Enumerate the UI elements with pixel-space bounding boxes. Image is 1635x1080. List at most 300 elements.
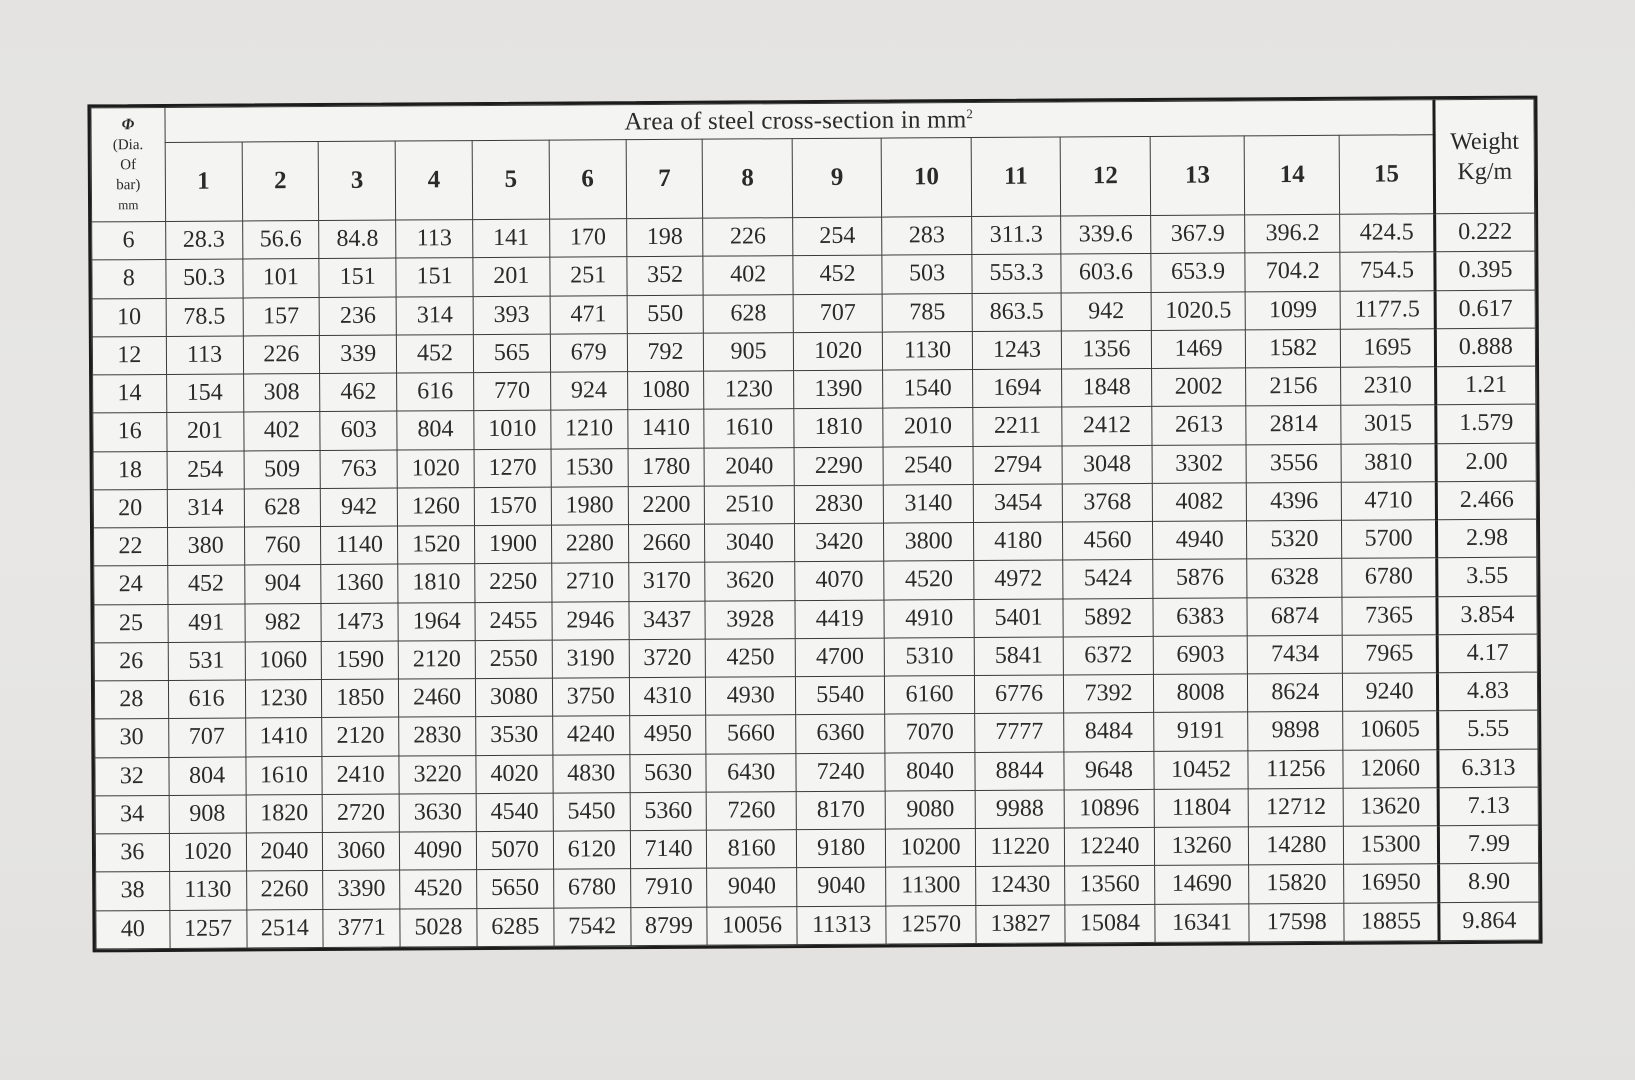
area-cell: 471 bbox=[550, 295, 627, 334]
area-cell: 170 bbox=[549, 219, 626, 258]
bar-count-header: 6 bbox=[549, 140, 626, 219]
weight-cell: 2.98 bbox=[1436, 519, 1536, 558]
area-cell: 603.6 bbox=[1061, 254, 1151, 293]
area-cell: 942 bbox=[321, 488, 398, 527]
weight-header bbox=[1434, 99, 1535, 214]
area-cell: 11256 bbox=[1248, 750, 1343, 789]
area-cell: 6780 bbox=[1342, 558, 1437, 597]
area-cell: 3048 bbox=[1062, 445, 1152, 484]
area-cell: 3810 bbox=[1341, 443, 1436, 482]
area-cell: 7777 bbox=[974, 713, 1064, 752]
area-cell: 5424 bbox=[1063, 560, 1153, 599]
area-cell: 1410 bbox=[245, 718, 322, 757]
area-cell: 7910 bbox=[630, 868, 707, 907]
weight-cell: 3.854 bbox=[1437, 596, 1537, 635]
area-cell: 5450 bbox=[553, 792, 630, 831]
area-cell: 2290 bbox=[794, 447, 884, 486]
steel-area-sheet bbox=[87, 96, 1542, 953]
weight-cell: 7.13 bbox=[1438, 787, 1538, 826]
weight-cell: 7.99 bbox=[1438, 825, 1538, 864]
area-cell: 7365 bbox=[1342, 596, 1437, 635]
area-cell: 1848 bbox=[1062, 368, 1152, 407]
area-cell: 226 bbox=[243, 335, 320, 374]
area-cell: 11804 bbox=[1154, 789, 1249, 828]
area-cell: 8484 bbox=[1064, 713, 1154, 752]
area-cell: 1243 bbox=[972, 331, 1062, 370]
bar-count-header: 11 bbox=[971, 137, 1061, 217]
area-cell: 4520 bbox=[884, 561, 974, 600]
area-cell: 3170 bbox=[628, 562, 705, 601]
area-cell: 50.3 bbox=[166, 259, 243, 298]
area-cell: 4082 bbox=[1152, 483, 1247, 522]
area-cell: 2040 bbox=[705, 447, 795, 486]
area-cell: 113 bbox=[396, 220, 473, 259]
area-cell: 18855 bbox=[1344, 902, 1439, 941]
area-cell: 6903 bbox=[1153, 636, 1248, 675]
area-cell: 2830 bbox=[399, 717, 476, 756]
area-cell: 707 bbox=[168, 718, 245, 757]
area-cell: 4540 bbox=[476, 793, 553, 832]
area-cell: 9040 bbox=[797, 867, 887, 906]
area-cell: 1850 bbox=[322, 679, 399, 718]
area-cell: 4910 bbox=[884, 599, 974, 638]
area-cell: 3556 bbox=[1246, 444, 1341, 483]
area-cell: 1900 bbox=[474, 525, 551, 564]
area-cell: 1540 bbox=[883, 370, 973, 409]
area-cell: 6160 bbox=[885, 676, 975, 715]
area-cell: 8160 bbox=[707, 830, 797, 869]
area-cell: 1360 bbox=[321, 564, 398, 603]
area-cell: 7434 bbox=[1248, 635, 1343, 674]
area-cell: 4560 bbox=[1063, 521, 1153, 560]
area-cell: 4250 bbox=[706, 638, 796, 677]
area-cell: 4710 bbox=[1341, 481, 1436, 520]
weight-cell: 0.395 bbox=[1435, 251, 1535, 290]
diameter-cell: 6 bbox=[92, 221, 166, 260]
area-cell: 5660 bbox=[706, 715, 796, 754]
diameter-header bbox=[91, 107, 165, 221]
area-cell: 13620 bbox=[1343, 787, 1438, 826]
area-cell: 763 bbox=[320, 450, 397, 489]
area-cell: 13560 bbox=[1065, 866, 1155, 905]
area-cell: 1590 bbox=[322, 641, 399, 680]
area-cell: 1020.5 bbox=[1151, 291, 1246, 330]
area-cell: 4310 bbox=[629, 677, 706, 716]
area-cell: 4830 bbox=[553, 754, 630, 793]
area-cell: 157 bbox=[243, 297, 320, 336]
area-cell: 2814 bbox=[1246, 406, 1341, 445]
area-cell: 1473 bbox=[321, 603, 398, 642]
area-cell: 2010 bbox=[883, 408, 973, 447]
diameter-cell: 30 bbox=[95, 719, 169, 758]
bar-count-header: 4 bbox=[395, 141, 472, 220]
area-cell: 553.3 bbox=[972, 254, 1062, 293]
area-cell: 704.2 bbox=[1245, 253, 1340, 292]
area-cell: 3771 bbox=[323, 909, 400, 948]
area-cell: 308 bbox=[243, 374, 320, 413]
area-cell: 2410 bbox=[322, 756, 399, 795]
area-cell: 1695 bbox=[1340, 328, 1435, 367]
area-cell: 154 bbox=[166, 374, 243, 413]
area-cell: 9988 bbox=[975, 790, 1065, 829]
area-cell: 1780 bbox=[628, 448, 705, 487]
area-cell: 1010 bbox=[474, 410, 551, 449]
area-cell: 616 bbox=[168, 680, 245, 719]
diameter-header-line2: Of bbox=[120, 156, 137, 173]
area-cell: 201 bbox=[166, 412, 243, 451]
area-cell: 8008 bbox=[1153, 674, 1248, 713]
area-cell: 2550 bbox=[475, 640, 552, 679]
area-cell: 311.3 bbox=[971, 216, 1061, 255]
diameter-cell: 28 bbox=[94, 680, 168, 719]
area-cell: 1520 bbox=[398, 526, 475, 565]
area-cell: 5401 bbox=[974, 598, 1064, 637]
area-cell: 8844 bbox=[975, 751, 1065, 790]
area-cell: 12712 bbox=[1249, 788, 1344, 827]
area-cell: 3390 bbox=[323, 870, 400, 909]
area-cell: 3302 bbox=[1152, 444, 1247, 483]
area-cell: 1570 bbox=[474, 487, 551, 526]
area-cell: 653.9 bbox=[1151, 253, 1246, 292]
area-cell: 4020 bbox=[476, 755, 553, 794]
area-cell: 2455 bbox=[475, 602, 552, 641]
area-cell: 2720 bbox=[322, 794, 399, 833]
diameter-cell: 22 bbox=[94, 527, 168, 566]
area-cell: 5028 bbox=[400, 908, 477, 947]
area-cell: 17598 bbox=[1249, 903, 1344, 942]
area-cell: 785 bbox=[882, 293, 972, 332]
steel-area-table bbox=[90, 99, 1539, 950]
area-cell: 2794 bbox=[973, 445, 1063, 484]
diameter-cell: 18 bbox=[93, 451, 167, 490]
area-cell: 760 bbox=[244, 527, 321, 566]
area-cell: 3190 bbox=[552, 639, 629, 678]
area-cell: 3800 bbox=[884, 523, 974, 562]
area-cell: 14280 bbox=[1249, 826, 1344, 865]
area-cell: 491 bbox=[168, 603, 245, 642]
weight-cell: 0.222 bbox=[1435, 213, 1535, 252]
area-cell: 462 bbox=[320, 373, 397, 412]
area-title-text: Area of steel cross-section in mm bbox=[624, 106, 967, 136]
weight-cell: 2.00 bbox=[1436, 443, 1536, 482]
area-cell: 3928 bbox=[705, 600, 795, 639]
area-cell: 1610 bbox=[704, 409, 794, 448]
weight-cell: 4.83 bbox=[1437, 672, 1537, 711]
area-cell: 28.3 bbox=[165, 221, 242, 260]
area-cell: 10056 bbox=[707, 906, 797, 945]
area-cell: 198 bbox=[626, 218, 703, 257]
area-cell: 1390 bbox=[793, 370, 883, 409]
area-cell: 7070 bbox=[885, 714, 975, 753]
area-cell: 1980 bbox=[551, 486, 628, 525]
area-cell: 1230 bbox=[704, 371, 794, 410]
area-cell: 4930 bbox=[706, 677, 796, 716]
area-cell: 1810 bbox=[398, 564, 475, 603]
area-cell: 6430 bbox=[706, 753, 796, 792]
area-cell: 770 bbox=[474, 372, 551, 411]
area-cell: 15300 bbox=[1344, 826, 1439, 865]
area-cell: 2200 bbox=[628, 486, 705, 525]
area-cell: 4240 bbox=[552, 716, 629, 755]
bar-count-header: 13 bbox=[1150, 136, 1245, 216]
bar-count-header: 12 bbox=[1060, 136, 1150, 216]
area-cell: 339.6 bbox=[1061, 215, 1151, 254]
area-cell: 8040 bbox=[885, 752, 975, 791]
area-cell: 1270 bbox=[474, 449, 551, 488]
area-cell: 16341 bbox=[1155, 903, 1250, 942]
weight-cell: 2.466 bbox=[1436, 481, 1536, 520]
area-cell: 4419 bbox=[795, 600, 885, 639]
area-cell: 402 bbox=[243, 412, 320, 451]
area-cell: 1099 bbox=[1246, 291, 1341, 330]
area-cell: 3454 bbox=[973, 484, 1063, 523]
area-cell: 2002 bbox=[1151, 368, 1246, 407]
area-cell: 283 bbox=[882, 217, 972, 256]
area-cell: 2120 bbox=[398, 640, 475, 679]
area-cell: 9080 bbox=[886, 790, 976, 829]
area-cell: 352 bbox=[627, 256, 704, 295]
area-cell: 8799 bbox=[630, 907, 707, 946]
area-cell: 3140 bbox=[884, 484, 974, 523]
area-cell: 396.2 bbox=[1245, 214, 1340, 253]
area-cell: 10200 bbox=[886, 829, 976, 868]
area-cell: 792 bbox=[627, 333, 704, 372]
area-cell: 7392 bbox=[1064, 674, 1154, 713]
area-cell: 314 bbox=[167, 489, 244, 528]
area-cell: 16950 bbox=[1344, 864, 1439, 903]
diameter-cell: 24 bbox=[94, 566, 168, 605]
area-cell: 101 bbox=[242, 259, 319, 298]
area-cell: 707 bbox=[793, 294, 883, 333]
area-cell: 1964 bbox=[398, 602, 475, 641]
area-cell: 3040 bbox=[705, 524, 795, 563]
weight-cell: 9.864 bbox=[1439, 902, 1539, 941]
bar-count-header: 8 bbox=[703, 139, 793, 219]
area-cell: 5320 bbox=[1247, 520, 1342, 559]
area-cell: 3530 bbox=[476, 716, 553, 755]
area-cell: 141 bbox=[473, 219, 550, 258]
weight-header-line1: Weight bbox=[1450, 128, 1520, 155]
area-cell: 84.8 bbox=[319, 220, 396, 259]
area-cell: 12430 bbox=[975, 866, 1065, 905]
area-cell: 2250 bbox=[475, 563, 552, 602]
area-cell: 226 bbox=[703, 218, 793, 257]
area-cell: 4972 bbox=[974, 560, 1064, 599]
area-cell: 1140 bbox=[321, 526, 398, 565]
area-cell: 3768 bbox=[1063, 483, 1153, 522]
area-cell: 1020 bbox=[397, 449, 474, 488]
area-cell: 1469 bbox=[1151, 330, 1246, 369]
area-cell: 3015 bbox=[1341, 405, 1436, 444]
diameter-cell: 32 bbox=[95, 757, 169, 796]
area-cell: 5841 bbox=[974, 637, 1064, 676]
area-cell: 11220 bbox=[975, 828, 1065, 867]
area-cell: 6874 bbox=[1247, 597, 1342, 636]
area-cell: 3220 bbox=[399, 755, 476, 794]
area-cell: 12060 bbox=[1343, 749, 1438, 788]
area-cell: 5630 bbox=[630, 754, 707, 793]
table-body bbox=[92, 213, 1539, 949]
area-cell: 1810 bbox=[794, 408, 884, 447]
area-cell: 367.9 bbox=[1150, 215, 1245, 254]
area-cell: 6120 bbox=[553, 831, 630, 870]
area-cell: 5310 bbox=[885, 637, 975, 676]
area-cell: 5892 bbox=[1063, 598, 1153, 637]
area-cell: 2260 bbox=[246, 871, 323, 910]
area-cell: 11300 bbox=[886, 867, 976, 906]
area-cell: 942 bbox=[1061, 292, 1151, 331]
area-cell: 1060 bbox=[245, 641, 322, 680]
area-cell: 7260 bbox=[707, 791, 797, 830]
area-cell: 236 bbox=[319, 297, 396, 336]
area-cell: 6383 bbox=[1153, 597, 1248, 636]
bar-count-header: 10 bbox=[882, 138, 972, 218]
area-cell: 6285 bbox=[477, 908, 554, 947]
area-cell: 863.5 bbox=[972, 292, 1062, 331]
area-cell: 503 bbox=[882, 255, 972, 294]
area-cell: 15820 bbox=[1249, 865, 1344, 904]
area-cell: 339 bbox=[320, 335, 397, 374]
diameter-cell: 14 bbox=[93, 374, 167, 413]
area-cell: 3720 bbox=[629, 639, 706, 678]
area-cell: 9040 bbox=[707, 868, 797, 907]
area-cell: 1260 bbox=[397, 487, 474, 526]
area-cell: 151 bbox=[319, 258, 396, 297]
area-cell: 908 bbox=[169, 795, 246, 834]
weight-cell: 3.55 bbox=[1437, 557, 1537, 596]
area-cell: 251 bbox=[550, 257, 627, 296]
area-cell: 5700 bbox=[1342, 520, 1437, 559]
area-cell: 1130 bbox=[169, 871, 246, 910]
area-cell: 56.6 bbox=[242, 221, 319, 260]
area-cell: 9180 bbox=[796, 829, 886, 868]
area-cell: 804 bbox=[169, 756, 246, 795]
area-cell: 3437 bbox=[629, 601, 706, 640]
area-cell: 7140 bbox=[630, 830, 707, 869]
weight-header-line2: Kg/m bbox=[1457, 158, 1513, 185]
area-cell: 10896 bbox=[1064, 789, 1154, 828]
area-cell: 4950 bbox=[629, 715, 706, 754]
area-cell: 13260 bbox=[1154, 827, 1249, 866]
area-cell: 11313 bbox=[797, 906, 887, 945]
area-cell: 5876 bbox=[1152, 559, 1247, 598]
area-cell: 113 bbox=[166, 336, 243, 375]
area-cell: 509 bbox=[244, 450, 321, 489]
area-cell: 1257 bbox=[170, 909, 247, 948]
area-cell: 5360 bbox=[630, 792, 707, 831]
area-cell: 14690 bbox=[1154, 865, 1249, 904]
area-cell: 7542 bbox=[554, 907, 631, 946]
area-cell: 10605 bbox=[1343, 711, 1438, 750]
area-cell: 2613 bbox=[1152, 406, 1247, 445]
bar-count-header: 15 bbox=[1339, 135, 1434, 215]
diameter-cell: 16 bbox=[93, 413, 167, 452]
area-cell: 628 bbox=[704, 294, 794, 333]
area-cell: 679 bbox=[550, 333, 627, 372]
area-cell: 804 bbox=[397, 411, 474, 450]
area-cell: 531 bbox=[168, 642, 245, 681]
area-cell: 6776 bbox=[974, 675, 1064, 714]
diameter-cell: 8 bbox=[92, 260, 166, 299]
area-cell: 1130 bbox=[883, 331, 973, 370]
area-cell: 452 bbox=[167, 565, 244, 604]
area-cell: 3630 bbox=[399, 793, 476, 832]
area-cell: 1177.5 bbox=[1340, 290, 1435, 329]
area-cell: 1820 bbox=[246, 794, 323, 833]
diameter-cell: 25 bbox=[94, 604, 168, 643]
area-cell: 78.5 bbox=[166, 297, 243, 336]
bar-count-header: 3 bbox=[318, 141, 395, 220]
diameter-header-line1: (Dia. bbox=[112, 136, 144, 153]
diameter-cell: 12 bbox=[92, 336, 166, 375]
area-cell: 628 bbox=[244, 488, 321, 527]
area-cell: 3750 bbox=[552, 678, 629, 717]
area-cell: 1530 bbox=[551, 448, 628, 487]
area-cell: 904 bbox=[244, 565, 321, 604]
area-cell: 4070 bbox=[795, 561, 885, 600]
bar-count-header: 7 bbox=[626, 139, 703, 218]
area-cell: 2040 bbox=[246, 833, 323, 872]
diameter-header-unit: mm bbox=[118, 196, 139, 212]
weight-cell: 0.888 bbox=[1435, 328, 1535, 367]
area-cell: 151 bbox=[396, 258, 473, 297]
area-cell: 402 bbox=[703, 256, 793, 295]
area-cell: 4520 bbox=[400, 870, 477, 909]
bar-count-header: 9 bbox=[792, 138, 882, 218]
area-cell: 6360 bbox=[796, 714, 886, 753]
diameter-cell: 40 bbox=[96, 910, 170, 949]
weight-cell: 6.313 bbox=[1438, 749, 1538, 788]
area-cell: 1080 bbox=[627, 371, 704, 410]
area-cell: 314 bbox=[396, 296, 473, 335]
weight-cell: 1.21 bbox=[1435, 366, 1535, 405]
weight-cell: 0.617 bbox=[1435, 290, 1535, 329]
area-cell: 7240 bbox=[796, 753, 886, 792]
phi-symbol: Φ bbox=[121, 115, 135, 133]
area-cell: 2310 bbox=[1341, 367, 1436, 406]
area-cell: 8170 bbox=[796, 791, 886, 830]
area-cell: 616 bbox=[397, 373, 474, 412]
weight-cell: 4.17 bbox=[1437, 634, 1537, 673]
area-cell: 4090 bbox=[400, 832, 477, 871]
area-cell: 2156 bbox=[1246, 367, 1341, 406]
diameter-cell: 38 bbox=[96, 872, 170, 911]
area-cell: 2510 bbox=[705, 485, 795, 524]
area-cell: 2460 bbox=[399, 679, 476, 718]
area-cell: 452 bbox=[396, 334, 473, 373]
area-cell: 2660 bbox=[628, 524, 705, 563]
area-cell: 10452 bbox=[1154, 750, 1249, 789]
area-cell: 1020 bbox=[169, 833, 246, 872]
area-cell: 4700 bbox=[795, 638, 885, 677]
area-cell: 1694 bbox=[972, 369, 1062, 408]
area-cell: 1230 bbox=[245, 680, 322, 719]
table-row bbox=[96, 902, 1539, 949]
area-cell: 5650 bbox=[477, 869, 554, 908]
area-cell: 424.5 bbox=[1340, 214, 1435, 253]
area-cell: 1020 bbox=[793, 332, 883, 371]
bar-count-header: 5 bbox=[472, 140, 549, 219]
area-cell: 905 bbox=[704, 332, 794, 371]
area-cell: 3420 bbox=[794, 523, 884, 562]
area-cell: 1610 bbox=[245, 756, 322, 795]
area-cell: 12240 bbox=[1065, 827, 1155, 866]
area-cell: 2211 bbox=[973, 407, 1063, 446]
bar-count-header: 1 bbox=[165, 142, 242, 221]
area-cell: 3060 bbox=[323, 832, 400, 871]
area-cell: 6372 bbox=[1063, 636, 1153, 675]
area-cell: 254 bbox=[167, 450, 244, 489]
